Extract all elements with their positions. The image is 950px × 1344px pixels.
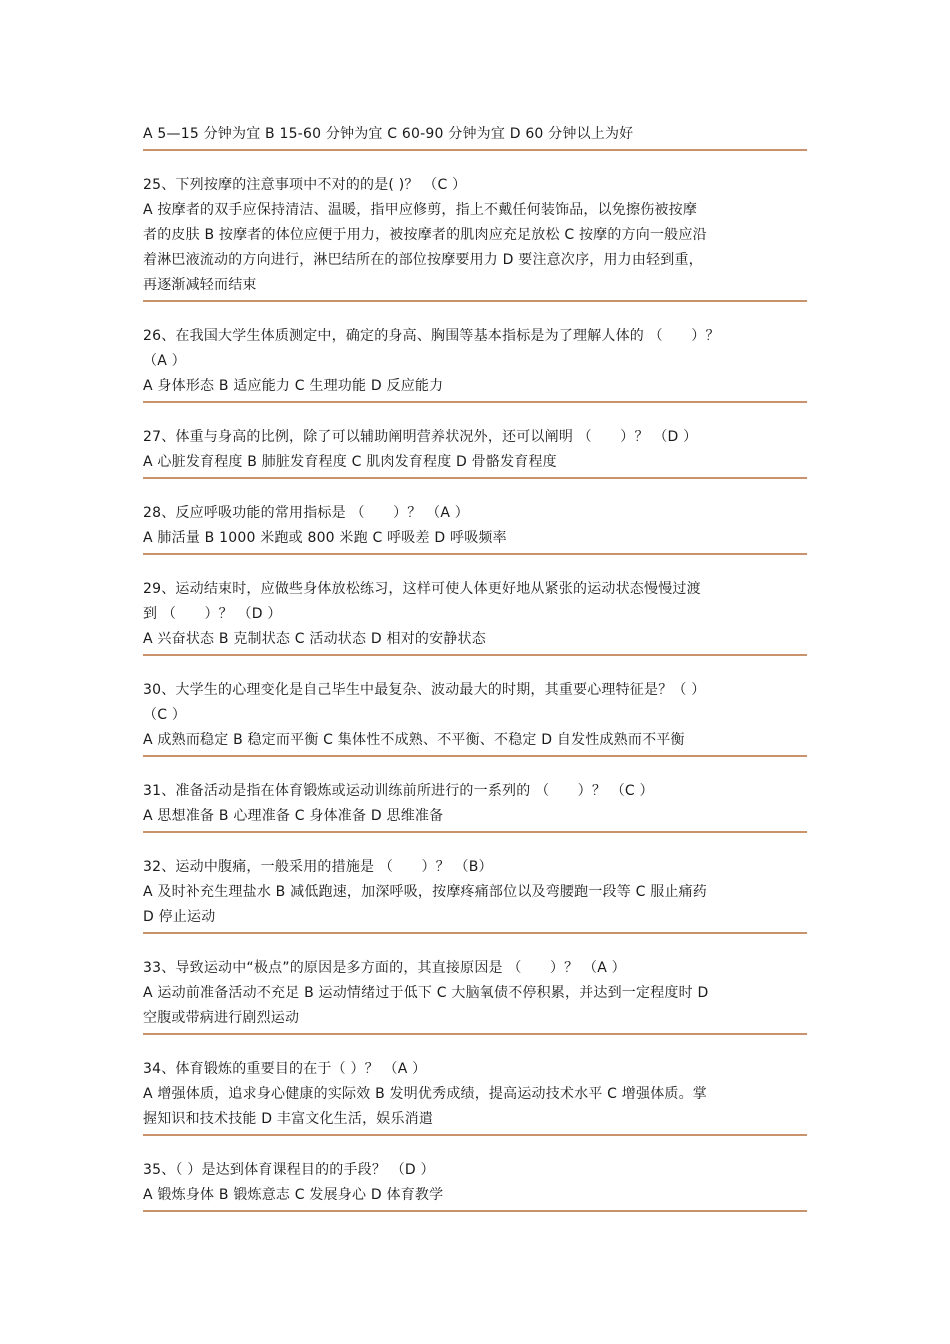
- question-block-26: [143, 324, 808, 403]
- question-block-32: [143, 855, 808, 934]
- divider-line: [143, 149, 807, 151]
- question-block-30: [143, 678, 808, 757]
- question-answer: （A ）: [143, 353, 186, 369]
- answer-options: A 锻炼身体 B 锻炼意志 C 发展身心 D 体育教学: [143, 1187, 444, 1203]
- question-text: 28、反应呼吸功能的常用指标是 （ ）？ （A ）: [143, 505, 469, 521]
- question-block-35: [143, 1158, 808, 1212]
- divider-line: [143, 553, 807, 555]
- question-text: 33、导致运动中“极点”的原因是多方面的，其直接原因是 （ ）？ （A ）: [143, 960, 626, 976]
- question-text: 34、体育锻炼的重要目的在于（ ）？ （A ）: [143, 1061, 427, 1077]
- question-block-31: [143, 779, 808, 833]
- divider-line: [143, 401, 807, 403]
- divider-line: [143, 1134, 807, 1136]
- answer-options: A 5—15 分钟为宜 B 15-60 分钟为宜 C 60-90 分钟为宜 D 60 分钟以上为好: [143, 126, 634, 142]
- question-text: 29、运动结束时，应做些身体放松练习，这样可使人体更好地从紧张的运动状态慢慢过渡: [143, 581, 701, 597]
- divider-line: [143, 932, 807, 934]
- answer-options: 再逐渐减轻而结束: [143, 277, 257, 293]
- answer-options: A 增强体质，追求身心健康的实际效 B 发明优秀成绩，提高运动技术水平 C 增强体质。掌: [143, 1086, 708, 1102]
- answer-options: A 思想准备 B 心理准备 C 身体准备 D 思维准备: [143, 808, 444, 824]
- question-block-33: [143, 956, 808, 1035]
- question-text: 27、体重与身高的比例，除了可以辅助阐明营养状况外，还可以阐明 （ ）？ （D ）: [143, 429, 698, 445]
- question-answer: （C ）: [143, 707, 187, 723]
- answer-options: 着淋巴液流动的方向进行，淋巴结所在的部位按摩要用力 D 要注意次序，用力由轻到重，: [143, 252, 703, 268]
- question-block-28: [143, 501, 808, 555]
- question-block-25: [143, 173, 808, 302]
- divider-line: [143, 300, 807, 302]
- answer-options: A 运动前准备活动不充足 B 运动情绪过于低下 C 大脑氧债不停积累，并达到一定程度时 D: [143, 985, 709, 1001]
- answer-options: A 成熟而稳定 B 稳定而平衡 C 集体性不成熟、不平衡、不稳定 D 自发性成熟而不平衡: [143, 732, 685, 748]
- answer-options: A 身体形态 B 适应能力 C 生理功能 D 反应能力: [143, 378, 444, 394]
- divider-line: [143, 755, 807, 757]
- question-block-29: [143, 577, 808, 656]
- answer-options: D 停止运动: [143, 909, 216, 925]
- answer-options: 握知识和技术技能 D 丰富文化生活，娱乐消遣: [143, 1111, 434, 1127]
- question-block-34: [143, 1057, 808, 1136]
- answer-options: A 兴奋状态 B 克制状态 C 活动状态 D 相对的安静状态: [143, 631, 486, 647]
- question-text-cont: 到 （ ）？ （D ）: [143, 606, 282, 622]
- answer-options: A 及时补充生理盐水 B 减低跑速，加深呼吸，按摩疼痛部位以及弯腰跑一段等 C 服止痛药: [143, 884, 708, 900]
- question-text: 25、下列按摩的注意事项中不对的的是( )？ （C ）: [143, 177, 467, 193]
- divider-line: [143, 1033, 807, 1035]
- question-block-27: [143, 425, 808, 479]
- question-text: 26、在我国大学生体质测定中，确定的身高、胸围等基本指标是为了理解人体的 （ ）？: [143, 328, 720, 344]
- divider-line: [143, 1210, 807, 1212]
- question-text: 32、运动中腹痛，一般采用的措施是 （ ）？ （B）: [143, 859, 493, 875]
- question-text: 35、（ ）是达到体育课程目的的手段？ （D ）: [143, 1162, 435, 1178]
- answer-options: A 按摩者的双手应保持清洁、温暖，指甲应修剪，指上不戴任何装饰品，以免擦伤被按摩: [143, 202, 698, 218]
- divider-line: [143, 477, 807, 479]
- question-text: 31、准备活动是指在体育锻炼或运动训练前所进行的一系列的 （ ）？ （C ）: [143, 783, 654, 799]
- document-page: [143, 122, 808, 1212]
- answer-options: A 心脏发育程度 B 肺脏发育程度 C 肌肉发育程度 D 骨骼发育程度: [143, 454, 557, 470]
- question-text: 30、大学生的心理变化是自己毕生中最复杂、波动最大的时期，其重要心理特征是？（ ）: [143, 682, 706, 698]
- divider-line: [143, 654, 807, 656]
- question-block-24: [143, 122, 808, 151]
- answer-options: 空腹或带病进行剧烈运动: [143, 1010, 300, 1026]
- divider-line: [143, 831, 807, 833]
- answer-options: 者的皮肤 B 按摩者的体位应便于用力，被按摩者的肌肉应充足放松 C 按摩的方向一般应沿: [143, 227, 707, 243]
- answer-options: A 肺活量 B 1000 米跑或 800 米跑 C 呼吸差 D 呼吸频率: [143, 530, 507, 546]
